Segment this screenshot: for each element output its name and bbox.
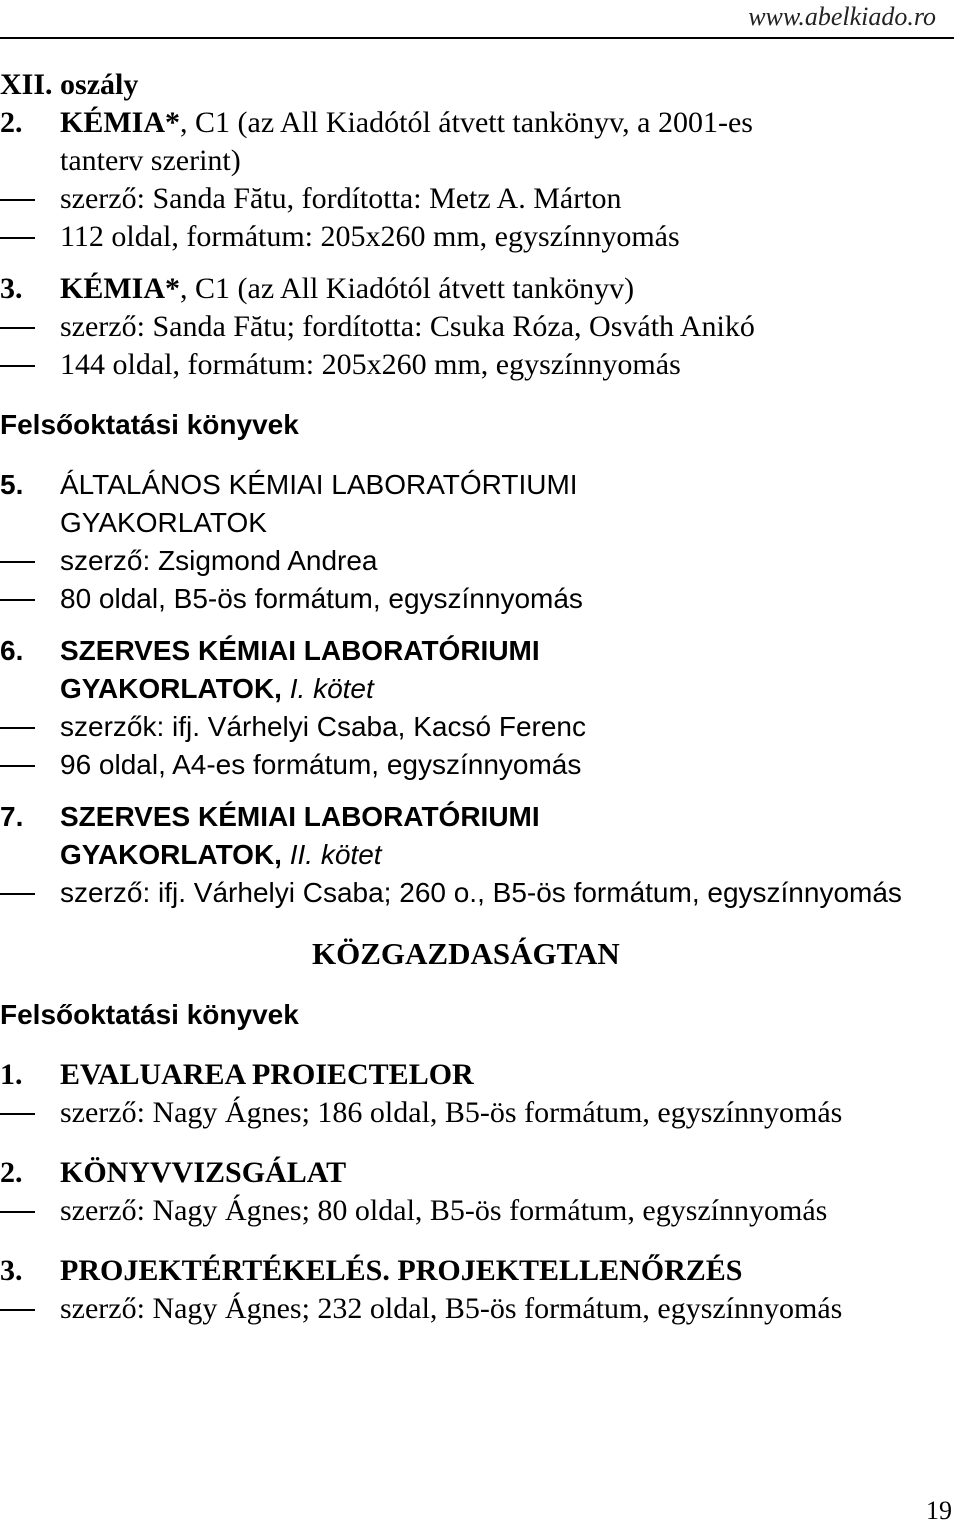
- volume-label: I. kötet: [281, 673, 374, 704]
- publisher-url: www.abelkiado.ro: [748, 2, 936, 31]
- book-title-continuation: GYAKORLATOK: [60, 507, 267, 538]
- book-detail: szerző: Nagy Ágnes; 80 oldal, B5-ös formátum, egyszínnyomás: [60, 1194, 828, 1227]
- book-title-continuation: tanterv szerint): [60, 144, 241, 177]
- book-title: ÁLTALÁNOS KÉMIAI LABORATÓRTIUMI: [60, 469, 578, 500]
- volume-label: II. kötet: [281, 839, 382, 870]
- book-title: EVALUAREA PROIECTELOR: [60, 1058, 474, 1091]
- book-title: KÉMIA*: [60, 106, 180, 139]
- book-entry: [0, 1252, 950, 1290]
- book-detail: 144 oldal, formátum: 205x260 mm, egyszínnyomás: [60, 348, 681, 381]
- book-detail: szerző: Nagy Ágnes; 186 oldal, B5-ös formátum, egyszínnyomás: [60, 1096, 843, 1129]
- section-heading: Felsőoktatási könyvek: [0, 409, 299, 440]
- book-entry: [0, 466, 950, 504]
- page-number: 19: [926, 1496, 952, 1525]
- book-detail: szerző: ifj. Várhelyi Csaba; 260 o., B5-ös formátum, egyszínnyomás: [60, 877, 902, 908]
- book-detail: szerző: Zsigmond Andrea: [60, 545, 378, 576]
- book-title: SZERVES KÉMIAI LABORATÓRIUMI: [60, 801, 540, 832]
- item-number: 1.: [0, 1058, 23, 1091]
- book-title: SZERVES KÉMIAI LABORATÓRIUMI: [60, 635, 540, 666]
- book-entry: [0, 104, 950, 142]
- book-title-rest: , C1 (az All Kiadótól átvett tankönyv): [180, 272, 635, 305]
- book-title-continuation: GYAKORLATOK, II. kötet: [60, 839, 382, 870]
- book-entry: [0, 632, 950, 670]
- item-number: 2.: [0, 1156, 23, 1189]
- item-number: 3.: [0, 1254, 23, 1287]
- book-title: PROJEKTÉRTÉKELÉS. PROJEKTELLENŐRZÉS: [60, 1254, 743, 1287]
- book-detail: 80 oldal, B5-ös formátum, egyszínnyomás: [60, 583, 583, 614]
- book-detail: szerző: Sanda Fătu; fordította: Csuka Róza, Osváth Anikó: [60, 310, 755, 343]
- item-number: 6.: [0, 635, 24, 666]
- book-title: KÉMIA*: [60, 272, 180, 305]
- book-detail: 112 oldal, formátum: 205x260 mm, egyszínnyomás: [60, 220, 680, 253]
- book-entry: [0, 1154, 950, 1192]
- class-heading: XII. oszály: [0, 68, 139, 101]
- book-title-continuation: GYAKORLATOK, I. kötet: [60, 673, 374, 704]
- book-entry: [0, 1056, 950, 1094]
- book-title-rest: , C1 (az All Kiadótól átvett tankönyv, a 2001-es: [180, 106, 753, 139]
- subject-heading: KÖZGAZDASÁGTAN: [312, 936, 620, 971]
- item-number: 5.: [0, 469, 24, 500]
- book-detail: szerző: Nagy Ágnes; 232 oldal, B5-ös formátum, egyszínnyomás: [60, 1292, 843, 1325]
- section-heading: Felsőoktatási könyvek: [0, 999, 299, 1030]
- item-number: 7.: [0, 801, 24, 832]
- page-content: [0, 66, 950, 1328]
- header-divider: [0, 37, 954, 39]
- book-title: KÖNYVVIZSGÁLAT: [60, 1156, 347, 1189]
- book-detail: szerző: Sanda Fătu, fordította: Metz A. Márton: [60, 182, 622, 215]
- book-entry: [0, 270, 950, 308]
- book-entry: [0, 798, 950, 836]
- book-detail: szerzők: ifj. Várhelyi Csaba, Kacsó Ferenc: [60, 711, 586, 742]
- book-detail: 96 oldal, A4-es formátum, egyszínnyomás: [60, 749, 582, 780]
- item-number: 2.: [0, 106, 23, 139]
- item-number: 3.: [0, 272, 23, 305]
